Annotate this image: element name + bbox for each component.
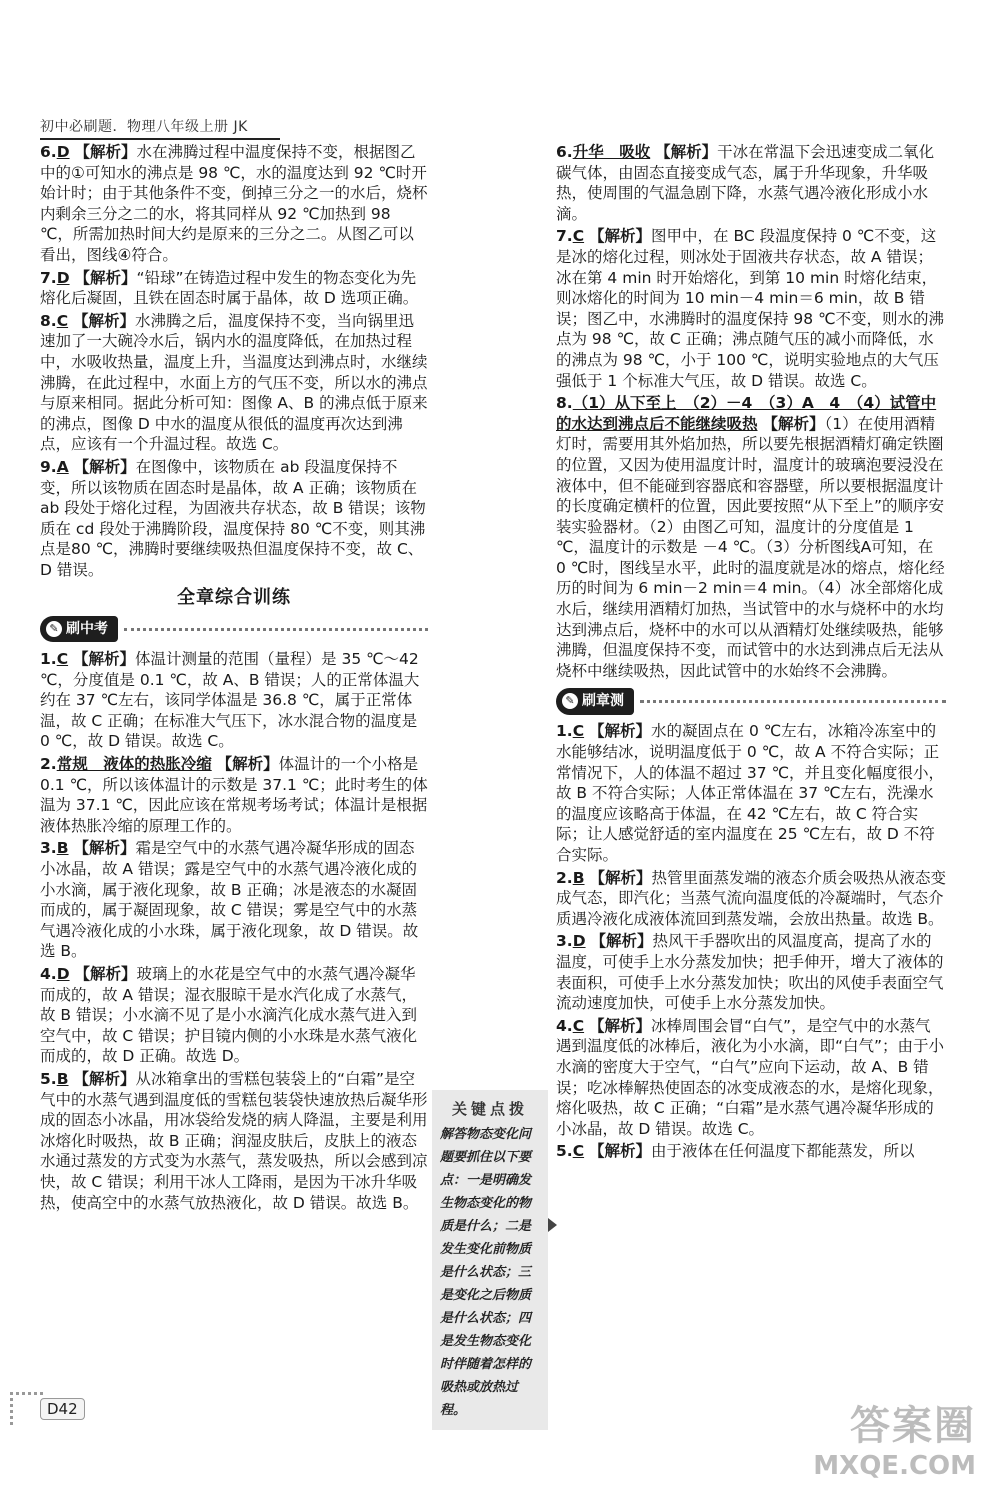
arrow-right-icon xyxy=(548,1218,557,1232)
tip-text: 解答物态变化问题要抓住以下要点：一是明确发生物态变化的物质是什么；二是发生变化前物质是什么状态；三是变化之后物质是什么状态；四是发生物态变化时伴随着怎样的吸热或放热过程。 xyxy=(440,1127,532,1418)
question-number: 8. xyxy=(556,394,573,413)
answer-list-a xyxy=(40,142,428,580)
analysis-tag: 【解析】 xyxy=(73,1069,136,1088)
running-header: 初中必刷题．物理八年级上册 JK xyxy=(40,116,280,140)
question-number: 8. xyxy=(40,311,57,330)
analysis-text: 水的凝固点在 0 ℃左右，冰箱冷冻室中的水能够结冰，说明温度低于 0 ℃，故 A 不符合实际；正常情况下，人的体温不超过 37 ℃，并且变化幅度很小，故 B 不符合实际；人体正常体温在 37 ℃左右，洗澡水的温度应该略高于体温，在 42 ℃左右，故 C 符合实际；让人感觉舒适的室内温度在 25 ℃左右，故 D 不符合实际。 xyxy=(556,722,944,864)
analysis-tag: 【解析】 xyxy=(73,311,136,330)
answer-item xyxy=(40,457,428,581)
banner-badge xyxy=(40,616,118,643)
analysis-text: 图甲中，在 BC 段温度保持 0 ℃不变，这是冰的熔化过程，则冰处于固液共存状态，故 A 错误；冰在第 4 min 时开始熔化，到第 10 min 时熔化结束，则冰熔化的时间为 10 min－4 min＝6 min，故 B 错误；图乙中，水沸腾时的温度保持 98 ℃不变，则水的沸点为 98 ℃，故 C 正确；沸点随气压的减小而降低，水的沸点为 98 ℃，小于 100 ℃，说明实验地点的大气压强低于 1 个标准大气压，故 D 错误。故选 C。 xyxy=(556,227,944,390)
question-number: 4. xyxy=(556,1016,573,1035)
answer-item xyxy=(556,226,946,391)
analysis-tag: 【解析】 xyxy=(589,722,652,741)
answer-item xyxy=(556,142,946,224)
right-column xyxy=(556,142,946,1164)
answer-item xyxy=(556,393,946,681)
analysis-tag: 【解析】 xyxy=(589,868,652,887)
analysis-text: 从冰箱拿出的雪糕包装袋上的“白霜”是空气中的水蒸气遇到温度低的雪糕包装袋快速放热后凝华形成的固态小冰晶，用冰袋给发烧的病人降温，主要是利用冰熔化时吸热，故 B 正确；润湿皮肤后，皮肤上的液态水通过蒸发的方式变为水蒸气，蒸发吸热，所以会感到凉快，故 C 错误；利用干冰人工降雨，是因为干冰升华吸热，使高空中的水蒸气放热液化，故 D 错误。故选 B。 xyxy=(40,1069,428,1212)
analysis-tag: 【解析】 xyxy=(73,839,136,858)
answer-choice: C xyxy=(572,1016,585,1035)
question-number: 2. xyxy=(40,755,57,774)
answer-list-b xyxy=(40,649,428,1213)
left-column xyxy=(40,142,428,1215)
answer-item xyxy=(556,868,946,930)
question-number: 1. xyxy=(40,650,57,669)
answer-choice: D xyxy=(572,932,586,951)
analysis-text: 热管里面蒸发端的液态介质会吸热从液态变成气态，即汽化；当蒸气流向温度低的冷凝端时，气态介质遇冷液化成液体流回到蒸发端，会放出热量。故选 B。 xyxy=(556,868,946,928)
answer-choice: C xyxy=(572,722,585,741)
page-number: D42 xyxy=(40,1398,85,1420)
corner-decoration xyxy=(10,1392,43,1425)
answer-choice: （1）从下至上 （2）－4 （3）A 4 （4）试管中的水达到沸点后不能继续吸热 xyxy=(556,394,937,433)
question-number: 6. xyxy=(556,143,573,161)
banner-label: 刷章测 xyxy=(582,693,624,710)
answer-choice: C xyxy=(56,650,69,669)
question-number: 1. xyxy=(556,722,573,741)
analysis-text: 水在沸腾过程中温度保持不变，根据图乙中的①可知水的沸点是 98 ℃，水的温度达到 92 ℃时开始计时；由于其他条件不变，倒掉三分之一的水后，烧杯内剩余三分之二的水，将其同样从 92 ℃加热到 98 ℃，所需加热时间大约是原来的三分之二。从图乙可以看出，图线④符合。 xyxy=(40,143,428,264)
analysis-tag: 【解析】 xyxy=(74,143,137,161)
analysis-text: 体温计的一个小格是0.1 ℃，所以该体温计的示数是 37.1 ℃；此时考生的体温为 37.1 ℃，因此应该在常规考场考试；体温计是根据液体热胀冷缩的原理工作的。 xyxy=(40,755,428,835)
analysis-tag: 【解析】 xyxy=(589,1016,652,1035)
question-number: 3. xyxy=(556,932,573,951)
question-number: 7. xyxy=(40,268,57,287)
analysis-text: 由于液体在任何温度下都能蒸发，所以 xyxy=(651,1142,915,1161)
key-tip-box xyxy=(432,1090,548,1430)
answer-item xyxy=(40,142,428,266)
analysis-tag: 【解析】 xyxy=(762,414,825,433)
answer-item xyxy=(556,1016,946,1140)
analysis-text: 水沸腾之后，温度保持不变，当向锅里迅速加了一大碗冷水后，锅内水的温度降低，在加热过程中，水吸收热量，温度上升，当温度达到沸点时，水继续沸腾，在此过程中，水面上方的气压不变，所以水的沸点与原来相同。据此分析可知：图像 A、B 的沸点低于原来的沸点，图像 D 中水的温度从很低的温度再次达到沸点，应该有一个升温过程。故选 C。 xyxy=(40,311,428,454)
banner-label: 刷中考 xyxy=(66,620,108,637)
pen-icon: ✎ xyxy=(562,693,578,709)
answer-choice: 升华 吸收 xyxy=(572,143,651,161)
analysis-tag: 【解析】 xyxy=(589,227,652,246)
analysis-tag: 【解析】 xyxy=(655,143,718,161)
answer-item xyxy=(40,268,428,309)
answer-item xyxy=(556,721,946,865)
answer-item xyxy=(40,311,428,455)
answer-choice: B xyxy=(56,1069,69,1088)
question-number: 9. xyxy=(40,457,57,476)
analysis-tag: 【解析】 xyxy=(589,1142,652,1161)
banner-badge xyxy=(556,688,634,715)
analysis-tag: 【解析】 xyxy=(74,268,137,287)
analysis-text: 体温计测量的范围（量程）是 35 ℃～42 ℃，分度值是 0.1 ℃，故 A、B 错误；人的正常体温大约在 37 ℃左右，该同学体温是 36.8 ℃，属于正常体温，故 C 正确；在标准大气压下，冰水混合物的温度是 0 ℃，故 D 错误。故选 C。 xyxy=(40,650,420,751)
answer-item xyxy=(556,931,946,1013)
analysis-text: “铅球”在铸造过程中发生的物态变化为先熔化后凝固，且铁在固态时属于晶体，故 D 选项正确。 xyxy=(40,268,419,308)
analysis-text: 玻璃上的水花是空气中的水蒸气遇冷凝华而成的，故 A 错误；湿衣服晾干是水汽化成了水蒸气，故 B 错误；小水滴不见了是小水滴汽化成水蒸气进入到空气中，故 C 错误；护目镜内侧的小水珠是水蒸气液化而成的，故 D 正确。故选 D。 xyxy=(40,964,418,1066)
analysis-text: 在图像中，该物质在 ab 段温度保持不变，所以该物质在固态时是晶体，故 A 正确；该物质在 ab 段处于熔化过程，为固液共存状态，故 B 错误；该物质在 cd 段处于沸腾阶段，温度保持 80 ℃不变，则其沸点是80 ℃，沸腾时要继续吸热但温度保持不变，故 C、D 错误。 xyxy=(40,457,426,579)
analysis-tag: 【解析】 xyxy=(216,755,279,774)
analysis-tag: 【解析】 xyxy=(74,964,137,983)
answer-item xyxy=(40,964,428,1067)
answer-choice: D xyxy=(56,268,70,287)
question-number: 2. xyxy=(556,868,573,887)
answer-list-b xyxy=(556,721,946,1161)
analysis-tag: 【解析】 xyxy=(73,650,136,669)
question-number: 3. xyxy=(40,839,57,858)
analysis-text: 冰棒周围会冒“白气”，是空气中的水蒸气遇到温度低的冰棒后，液化为小水滴，即“白气”；由于小水滴的密度大于空气，“白气”应向下运动，故 A、B 错误；吃冰棒解热使固态的冰变成液态的水，是熔化现象，熔化吸热，故 C 正确；“白霜”是水蒸气遇冷凝华形成的小冰晶，故 D 错误。故选 C。 xyxy=(556,1016,945,1138)
answer-choice: D xyxy=(56,964,70,983)
answer-item xyxy=(40,838,428,962)
analysis-tag: 【解析】 xyxy=(590,932,653,951)
answer-list-a xyxy=(556,142,946,681)
answer-choice: D xyxy=(56,143,70,161)
answer-choice: C xyxy=(56,311,69,330)
section-title: 全章综合训练 xyxy=(177,587,291,609)
answer-choice: A xyxy=(56,457,69,476)
analysis-text: 霜是空气中的水蒸气遇冷凝华形成的固态小冰晶，故 A 错误；露是空气中的水蒸气遇冷液化成的小水滴，属于液化现象，故 B 正确；冰是液态的水凝固而成的，属于凝固现象，故 C 错误；雾是空气中的水蒸气遇冷液化成的小水珠，属于液化现象，故 D 错误。故选 B。 xyxy=(40,839,419,961)
question-number: 6. xyxy=(40,143,57,161)
analysis-text: 热风干手器吹出的风温度高，提高了水的温度，可使手上水分蒸发加快；把手伸开，增大了液体的表面积，可使手上水分蒸发加快；吹出的风使手表面空气流动速度加快，可使手上水分蒸发加快。 xyxy=(556,932,944,1013)
answer-item xyxy=(40,754,428,836)
dotted-divider xyxy=(124,628,428,631)
dotted-divider xyxy=(640,700,946,703)
analysis-text: （1）在使用酒精灯时，需要用其外焰加热，所以要先根据酒精灯确定铁圈的位置，又因为使用温度计时，温度计的玻璃泡要浸没在液体中，但不能碰到容器底和容器壁，所以要根据温度计的长度确定横杆的位置，因此要按照“从下至上”的顺序安装实验器材。（2）由图乙可知，温度计的分度值是 1 ℃，温度计的示数是 －4 ℃。（3）分析图线A可知，在 0 ℃时，图线呈水平，此时的温度就是冰的熔点，熔化经历的时间为 6 min－2 min＝4 min。（4）冰全部熔化成水后，继续用酒精灯加热，当试管中的水与烧杯中的水均达到沸点后，烧杯中的水可以从酒精灯处继续吸热，能够沸腾，但温度保持不变，而试管中的水达到沸点后无法从烧杯中继续吸热，因此试管中的水始终不会沸腾。 xyxy=(556,414,945,680)
answer-item xyxy=(40,649,428,752)
pen-icon: ✎ xyxy=(46,621,62,637)
answer-choice: B xyxy=(572,868,585,887)
question-number: 4. xyxy=(40,964,57,983)
answer-choice: 常规 液体的热胀冷缩 xyxy=(56,755,212,774)
answer-choice: B xyxy=(56,839,69,858)
question-number: 5. xyxy=(556,1142,573,1161)
exam-practice-banner xyxy=(40,615,428,643)
tip-title: 关键点拨 xyxy=(451,1100,528,1118)
chapter-test-banner xyxy=(556,687,946,715)
answer-choice: C xyxy=(572,1142,585,1161)
answer-item xyxy=(556,1141,946,1162)
answer-item xyxy=(40,1069,428,1213)
watermark-url: MXQE.COM xyxy=(813,1451,976,1481)
watermark-logo: 答案圈 xyxy=(850,1403,976,1449)
question-number: 7. xyxy=(556,227,573,246)
analysis-text: 干冰在常温下会迅速变成二氧化碳气体，由固态直接变成气态，属于升华现象，升华吸热，使周围的气温急剧下降，水蒸气遇冷液化形成小水滴。 xyxy=(556,143,935,223)
answer-choice: C xyxy=(572,227,585,246)
watermark xyxy=(813,1394,976,1481)
analysis-tag: 【解析】 xyxy=(73,457,136,476)
question-number: 5. xyxy=(40,1069,57,1088)
